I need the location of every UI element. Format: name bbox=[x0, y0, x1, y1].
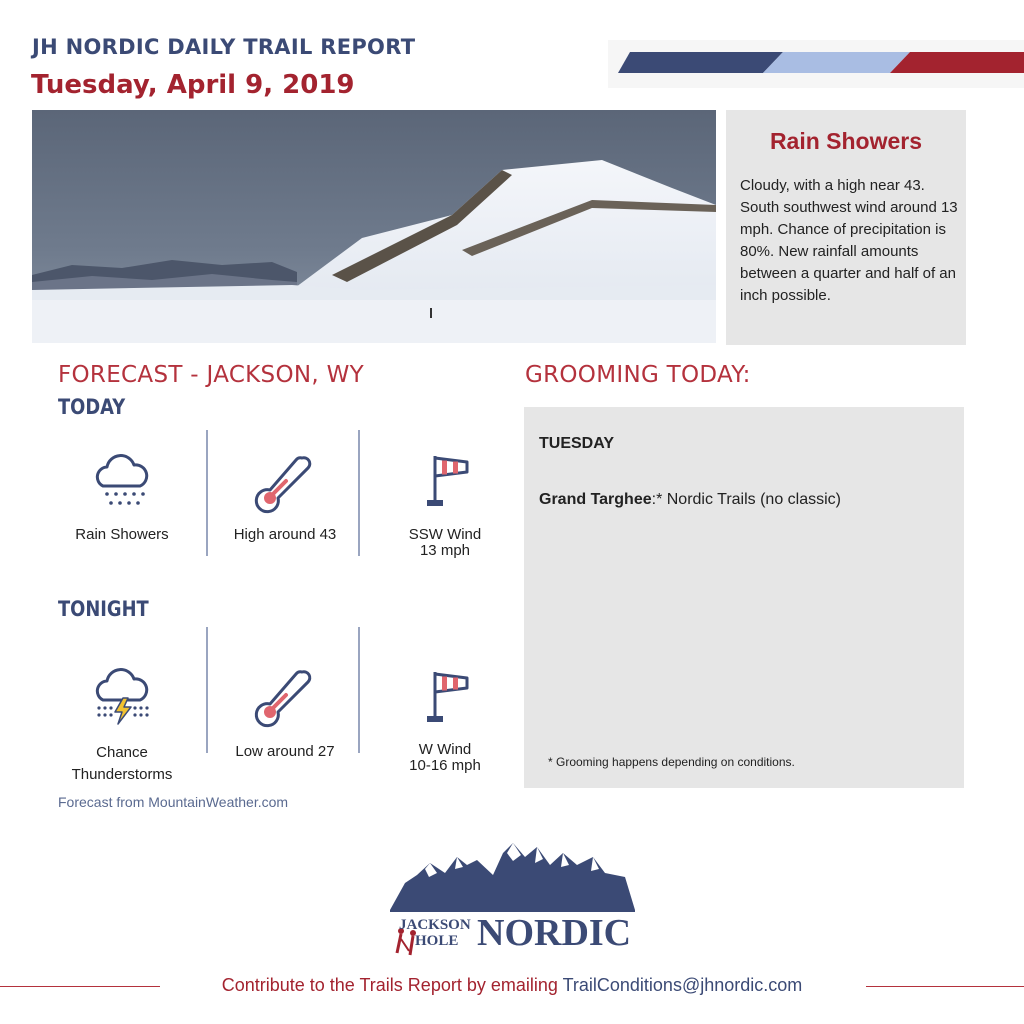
grooming-panel bbox=[524, 407, 964, 788]
today-wind-speed: 13 mph bbox=[419, 542, 471, 559]
grooming-heading: GROOMING TODAY: bbox=[525, 362, 751, 388]
report-date: Tuesday, April 9, 2019 bbox=[31, 70, 355, 100]
grooming-detail: :* Nordic Trails (no classic) bbox=[651, 491, 841, 508]
windsock-icon bbox=[415, 448, 485, 518]
tonight-sky-caption bbox=[52, 742, 192, 786]
divider bbox=[358, 627, 360, 753]
today-label: TODAY bbox=[58, 395, 126, 419]
footer-email-link[interactable]: TrailConditions@jhnordic.com bbox=[562, 975, 803, 995]
tonight-sky-line2: Thunderstorms bbox=[71, 766, 173, 783]
jackson-hole-nordic-logo bbox=[385, 835, 640, 965]
tonight-temp-caption: Low around 27 bbox=[235, 743, 335, 760]
forecast-heading: FORECAST - JACKSON, WY bbox=[58, 362, 364, 388]
grooming-day: TUESDAY bbox=[539, 435, 614, 452]
grooming-entry bbox=[539, 491, 841, 509]
grooming-area: Grand Targhee bbox=[539, 491, 652, 508]
footer bbox=[0, 975, 1024, 996]
windsock-icon bbox=[415, 664, 485, 734]
tonight-wind-direction: W Wind bbox=[418, 741, 472, 758]
today-wind-caption bbox=[385, 526, 505, 558]
thermometer-icon bbox=[250, 448, 320, 518]
conditions-description: Cloudy, with a high near 43. South southwest wind around 13 mph. Chance of precipitation is 80%. New rainfall amounts between a quarter and half of an inch possible. bbox=[740, 177, 958, 304]
thunderstorm-cloud-icon bbox=[87, 662, 157, 732]
today-sky-caption: Rain Showers bbox=[75, 526, 169, 543]
thermometer-icon bbox=[250, 662, 320, 732]
decorative-stripes bbox=[608, 40, 1024, 88]
logo-nordic-text: NORDIC bbox=[477, 912, 632, 954]
tonight-wind-caption bbox=[385, 741, 505, 773]
logo-jackson-text: JACKSON bbox=[399, 917, 471, 933]
today-temp-caption: High around 43 bbox=[233, 526, 337, 543]
report-title: JH NORDIC DAILY TRAIL REPORT bbox=[32, 35, 416, 59]
snowy-hill-photo bbox=[32, 110, 716, 343]
footer-lead: Contribute to the Trails Report by emailing bbox=[221, 975, 563, 995]
divider bbox=[206, 627, 208, 753]
conditions-title: Rain Showers bbox=[769, 128, 923, 154]
divider bbox=[358, 430, 360, 556]
tonight-sky-line1: Chance bbox=[96, 744, 148, 761]
divider bbox=[206, 430, 208, 556]
conditions-panel bbox=[726, 110, 966, 345]
logo-hole-text: HOLE bbox=[415, 933, 459, 949]
tonight-wind-speed: 10-16 mph bbox=[409, 757, 481, 774]
today-wind-direction: SSW Wind bbox=[408, 526, 482, 543]
tonight-label: TONIGHT bbox=[58, 597, 149, 621]
forecast-source: Forecast from MountainWeather.com bbox=[58, 794, 289, 810]
rain-cloud-icon bbox=[87, 448, 157, 518]
grooming-note: * Grooming happens depending on conditions. bbox=[548, 755, 795, 769]
